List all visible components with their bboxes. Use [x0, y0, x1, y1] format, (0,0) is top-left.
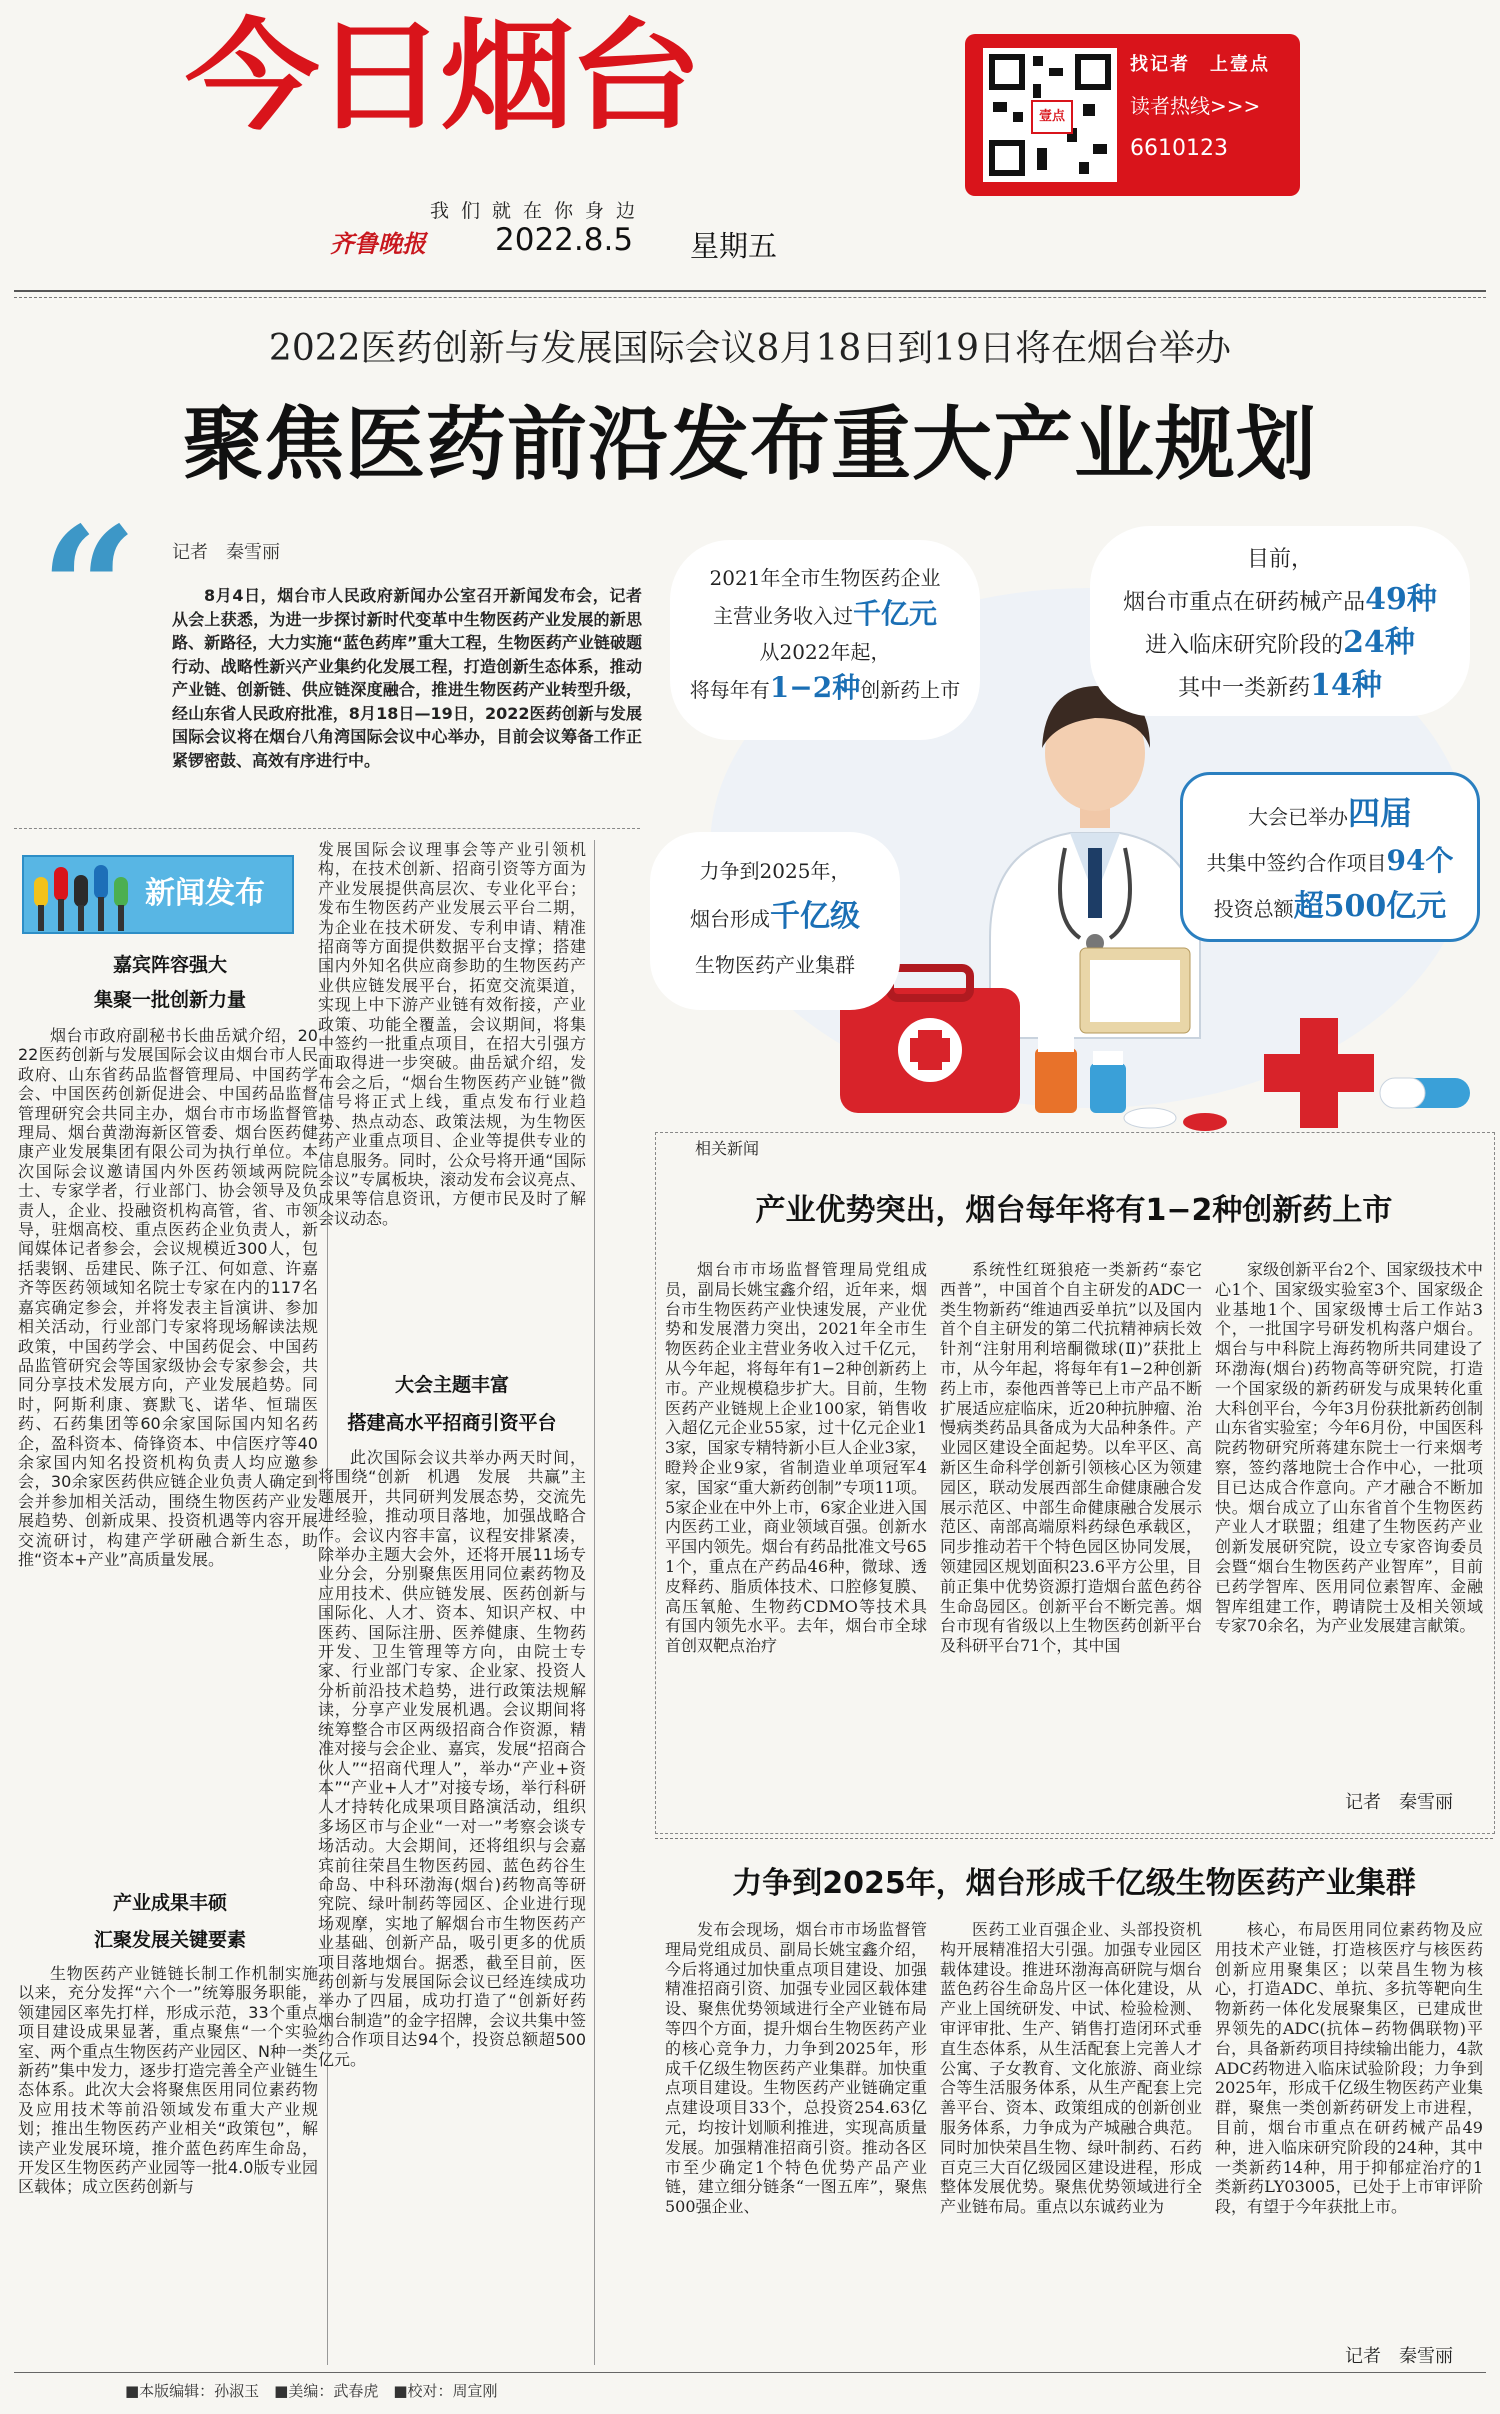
masthead-slogan: 我们就在你身边 — [430, 200, 648, 222]
subhead-3a: 大会主题丰富 — [394, 1374, 509, 1396]
footer-rule — [14, 2372, 1486, 2373]
news-section-label: 新闻发布 — [145, 876, 265, 911]
bubble1-value2: 1−2种 — [769, 671, 861, 704]
related-2-column-2: 医药工业百强企业、头部投资机构开展精准招大引强。加强专业园区载体建设。推进环渤海高研院与烟台蓝色药谷生命岛片区一体化建设，从产业上国统研发、中试、检验检测、审评审批、生产、销售打造闭环式垂直生态体系，从生活配套上完善人才公寓、子女教育、文化旅游、商业综合等生活服务体系，从生产配套上完善平台、资本、政策组成的创新创业服务体系，力争成为产城融合典范。同时加快荣昌生物、绿叶制药、石药百克三大百亿级园区建设进程，形成整体发展优势。聚焦优势领域进行全产业链布局。重点以东诚药业为 — [940, 1920, 1202, 2217]
bubble2-line4: 其中一类新药 — [1178, 676, 1311, 701]
masthead-title: 今日烟台 — [185, 8, 696, 147]
issue-weekday: 星期五 — [690, 229, 778, 263]
bubble1-line1: 2021年全市生物医药企业 — [709, 566, 941, 590]
paper-name: 齐鲁晚报 — [330, 229, 426, 258]
bubble2-value1: 49种 — [1365, 582, 1437, 617]
bubble1-line4: 将每年有 — [689, 678, 770, 702]
bubble3-value2: 94个 — [1386, 844, 1454, 877]
contact-line1: 找记者 上壹点 — [1130, 54, 1270, 75]
related-1-column-1: 烟台市市场监督管理局党组成员，副局长姚宝鑫介绍，近年来，烟台市生物医药产业快速发展，产业优势和发展潜力突出，2021年全市生物医药企业主营业务收入过千亿元，从今年起，将每年有1−2种创新药上市。产业规模稳步扩大。目前，生物医药产业链规上企业100家，销售收入超亿元企业55家，过十亿元企业13家，国家专精特新小巨人企业3家，瞪羚企业9家，省制造业单项冠军4家，国家“重大新药创制”专项11项。5家企业在中外上市，6家企业进入国内医药工业，商业领域百强。创新水平国内领先。烟台有药品批准文号651个，重点在产药品46种，微球、透皮释药、脂质体技术、口腔修复膜、高压氧舱、生物药CDMO等技术具有国内领先水平。去年，烟台市全球首创双靶点治疗 — [665, 1260, 927, 1656]
bubble2-line3: 进入临床研究阶段的 — [1145, 633, 1344, 658]
bubble4-line1: 力争到2025年， — [699, 859, 851, 883]
headline-kicker: 2022医药创新与发展国际会议8月18日到19日将在烟台举办 — [268, 328, 1232, 369]
related-title-2: 力争到2025年，烟台形成千亿级生物医药产业集群 — [732, 1866, 1416, 1901]
qr-code-icon[interactable] — [983, 48, 1117, 182]
news-column-1a: 烟台市政府副秘书长曲岳斌介绍，2022医药创新与发展国际会议由烟台市人民政府、山东省药品监督管理局、中国药学会、中国医药创新促进会、中国药品监督管理研究会共同主办，烟台市市场监督管理局、烟台黄渤海新区管委、烟台医药健康产业发展集团有限公司为执行单位。本次国际会议邀请国内外医药领域两院院士、专家学者，行业部门、协会领导及负责人，企业、投融资机构高管，省、市领导，驻烟高校、重点医药企业负责人，新闻媒体记者参会，会议规模近300人，包括裴钢、岳建民、陈子江、何如意、许嘉齐等医药领域知名院士专家在内的117名嘉宾确定参会，并将发表主旨演讲、参加相关活动，行业部门专家将现场解读法规政策，中国药学会、中国药促会、中国药品监管研究会等国家级协会专家参会，共同分享技术发展方向，产业发展趋势。同时，阿斯利康、赛默飞、诺华、恒瑞医药、石药集团等60余家国际国内知名药企，盈科资本、倚锋资本、中信医疗等40余家国内知名投资机构负责人均应邀参会，30余家医药供应链企业负责人确定到会并参加相关活动，围绕生物医药产业发展趋势、创新成果、投资机遇等内容开展交流研讨，构建产学研融合新生态，助推“资本+产业”高质量发展。 — [18, 1026, 318, 1569]
masthead-rule-dashed — [14, 297, 1486, 298]
bubble1-line4b: 创新药上市 — [860, 678, 961, 702]
related-1-column-3: 家级创新平台2个、国家级技术中心1个、国家级实验室3个、国家级企业基地1个、国家级博士后工作站3个，一批国字号研发机构落户烟台。烟台与中科院上海药物所共同建设了环渤海(烟台)药物高等研究院，打造一个国家级的新药研发与成果转化重大科创平台，今年3月份获批新药创制山东省实验室；今年6月份，中国医科院药物研究所蒋建东院士一行来烟考察，签约落地院士合作中心，一批项目已达成合作意向。产才融合不断加快。烟台成立了山东省首个生物医药产业人才联盟；组建了生物医药产业创新发展研究院，设立专家咨询委员会暨“烟台生物医药产业智库”，目前已药学智库、医用同位素智库、金融智库组建工作，聘请院士及相关领域专家70余名，为产业发展建言献策。 — [1215, 1260, 1483, 1636]
contact-line2: 读者热线>>> — [1130, 94, 1261, 118]
related-1-signature: 记者 秦雪丽 — [1345, 1792, 1453, 1813]
quote-mark-icon: “ — [40, 490, 138, 690]
bubble3-line2: 共集中签约合作项目 — [1206, 851, 1387, 875]
lead-paragraph: 8月4日，烟台市人民政府新闻办公室召开新闻发布会，记者从会上获悉，为进一步探讨新时代变革中生物医药产业发展的新思路、新路径，大力实施“蓝色药库”重大工程，生物医药产业链破题行动、战略性新兴产业集约化发展工程，打造创新生态体系，推动产业链、创新链、供应链深度融合，推进生物医药产业转型升级，经山东省人民政府批准，8月18日—19日，2022医药创新与发展国际会议将在烟台八角湾国际会议中心举办，目前会议筹备工作正紧锣密鼓、高效有序进行中。 — [172, 586, 642, 770]
stat-bubble-conference — [1180, 772, 1480, 942]
bubble1-value1: 千亿元 — [852, 597, 937, 630]
related-2-signature: 记者 秦雪丽 — [1345, 2346, 1453, 2367]
news-column-1b: 生物医药产业链链长制工作机制实施以来，充分发挥“六个一”统筹服务职能，领建园区率先打样，形成示范，33个重点项目建设成果显著，重点聚焦“一个实验室、两个重点生物医药产业园区、N种一类新药”集中发力，逐步打造完善全产业链生态体系。此次大会将聚焦医用同位素药物及应用技术等前沿领域发布重大产业规划；推出生物医药产业相关“政策包”，解读产业发展环境，推介蓝色药库生命岛，开发区生物医药产业园等一批4.0版专业园区载体；成立医药创新与 — [18, 1964, 318, 2197]
related-1-column-2: 系统性红斑狼疮一类新药“泰它西普”，中国首个自主研发的ADC一类生物新药“维迪西妥单抗”以及国内首个自主研发的第二代抗精神病长效针剂“注射用利培酮微球(Ⅱ)”获批上市，从今年起，将每年有1−2种创新药上市，泰他西普等已上市产品不断扩展适应症临床，近20种抗肿瘤、治慢病类药品具备成为大品种条件。产业园区建设全面起势。以牟平区、高新区生命科学创新引领核心区为领建园区，联动发展西部生命健康融合发展示范区、中部生命健康融合发展示范区、南部高端原料药绿色承载区，同步推动若干个特色园区协同发展，领建园区规划面积23.6平方公里，目前正集中优势资源打造烟台蓝色药谷生命岛园区。创新平台不断完善。烟台市现有省级以上生物医药创新平台及科研平台71个，其中国 — [940, 1260, 1202, 1656]
related-title-1: 产业优势突出，烟台每年将有1−2种创新药上市 — [755, 1193, 1393, 1228]
bubble2-value2: 24种 — [1343, 625, 1415, 660]
bubble4-line2: 烟台形成 — [690, 907, 770, 931]
masthead-rule — [14, 290, 1486, 292]
bubble2-line2: 烟台市重点在研药械产品 — [1123, 590, 1366, 615]
related-2-column-3: 核心，布局医用同位素药物及应用技术产业链，打造核医疗与核医药创新应用聚集区；以荣昌生物为核心，打造ADC、单抗、多抗等靶向生物新药一体化发展聚集区，已建成世界领先的ADC(抗体−药物偶联物)平台，具备新药项目持续输出能力，4款ADC药物进入临床试验阶段；力争到2025年，形成千亿级生物医药产业集群，聚焦一类创新药研发上市进程，目前，烟台市重点在研药械产品49种，进入临床研究阶段的24种，其中一类新药14种，用于抑郁症治疗的1类新药LY03005，已处于上市审评阶段，有望于今年获批上市。 — [1215, 1920, 1483, 2217]
headline-title: 聚焦医药前沿发布重大产业规划 — [183, 398, 1317, 491]
bubble1-line2: 主营业务收入过 — [712, 604, 853, 628]
infographic — [650, 518, 1500, 1148]
subhead-3b: 搭建高水平招商引资平台 — [347, 1412, 557, 1434]
footer-credits: ■本版编辑：孙淑玉 ■美编：武春虎 ■校对：周宣刚 — [125, 2382, 498, 2400]
bubble3-value3: 超500亿元 — [1293, 889, 1447, 924]
column-divider-2 — [594, 840, 595, 2365]
related-news-tag: 相关新闻 — [695, 1139, 760, 1158]
bubble3-value1: 四届 — [1347, 794, 1412, 832]
bubble2-line1: 目前， — [1246, 547, 1313, 572]
stat-bubble-goal — [650, 832, 900, 1010]
news-column-2a: 发展国际会议理事会等产业引领机构，在技术创新、招商引资等方面为产业发展提供高层次、专业化平台；发布生物医药产业发展云平台二期，为企业在技术研发、专利申请、精准招商等方面提供数据平台支撑；搭建国内外知名供应商参助的生物医药产业供应链发展平台，拓宽交流渠道，实现上中下游产业链有效衔接，产业政策、功能全覆盖，会议期间，将集中签约一批重点项目，在招大引强方面取得进一步突破。曲岳斌介绍，发布会之后，“烟台生物医药产业链”微信号将正式上线，重点发布行业趋势、热点动态、政策法规，为生物医药产业重点项目、企业等提供专业的信息服务。同时，公众号将开通“国际会议”专属板块，滚动发布会议亮点、成果等信息资讯，方便市民及时了解会议动态。 — [318, 840, 586, 1228]
related-2-column-1: 发布会现场，烟台市市场监督管理局党组成员、副局长姚宝鑫介绍，今后将通过加快重点项目建设、加强精准招商引资、加强专业园区载体建设、聚焦优势领域进行全产业链布局等四个方面，提升烟台生物医药产业的核心竞争力，力争到2025年，形成千亿级生物医药产业集群。加快重点项目建设。生物医药产业链确定重点建设项目33个，总投资254.63亿元，均按计划顺利推进，实现高质量发展。加强精准招商引资。推动各区市至少确定1个特色优势产品产业链，建立细分链条“一图五库”，聚焦500强企业、 — [665, 1920, 927, 2217]
subhead-1a: 嘉宾阵容强大 — [112, 954, 227, 976]
issue-date: 2022.8.5 — [495, 222, 634, 258]
bubble2-value3: 14种 — [1310, 668, 1382, 703]
microphones-icon — [24, 857, 144, 932]
subhead-1b: 集聚一批创新力量 — [93, 989, 246, 1011]
lead-divider — [14, 828, 640, 829]
subhead-2b: 汇聚发展关键要素 — [93, 1929, 246, 1951]
qr-logo: 壹点 — [1031, 100, 1073, 134]
stat-bubble-revenue — [670, 540, 980, 740]
news-column-2b: 此次国际会议共举办两天时间，将围绕“创新 机遇 发展 共赢”主题展开，共同研判发展态势，交流先进经验，推动项目落地，加强战略合作。会议内容丰富，议程安排紧凑，除举办主题大会外，还将开展11场专业分会，分别聚焦医用同位素药物及应用技术、供应链发展、医药创新与国际化、人才、资本、知识产权、中医药、国际注册、医养健康、生物药开发、卫生管理等方向，由院士专家、行业部门专家、企业家、投资人分析前沿技术趋势，进行政策法规解读，分享产业发展机遇。会议期间将统筹整合市区两级招商合作资源，精准对接与会企业、嘉宾，发展“招商合伙人”“招商代理人”，举办“产业+资本”“产业+人才”对接专场，举行科研人才持转化成果项目路演活动，组织多场区市与企业“一对一”考察会谈专场活动。大会期间，还将组织与会嘉宾前往荣昌生物医药园、蓝色药谷生命岛、中科环渤海(烟台)药物高等研究院、绿叶制药等园区、企业进行现场观摩，实地了解烟台市生物医药产业基础、创新产品，吸引更多的优质项目落地烟台。据悉，截至目前，医药创新与发展国际会议已经连续成功举办了四届，成功打造了“创新好药 烟台制造”的金字招牌，会议共集中签约合作项目达94个，投资总额超500亿元。 — [318, 1448, 603, 2069]
bubble3-line3: 投资总额 — [1213, 897, 1294, 921]
subhead-2a: 产业成果丰硕 — [112, 1892, 227, 1914]
bubble1-line3: 从2022年起， — [759, 640, 891, 664]
stat-bubble-pipeline — [1090, 526, 1470, 716]
bubble4-line3: 生物医药产业集群 — [695, 953, 855, 977]
related-divider — [655, 1838, 1493, 1839]
contact-phone: 6610123 — [1130, 136, 1228, 161]
bubble4-value1: 千亿级 — [770, 899, 860, 934]
bubble3-line1: 大会已举办 — [1247, 805, 1348, 829]
lead-byline: 记者 秦雪丽 — [172, 542, 280, 563]
